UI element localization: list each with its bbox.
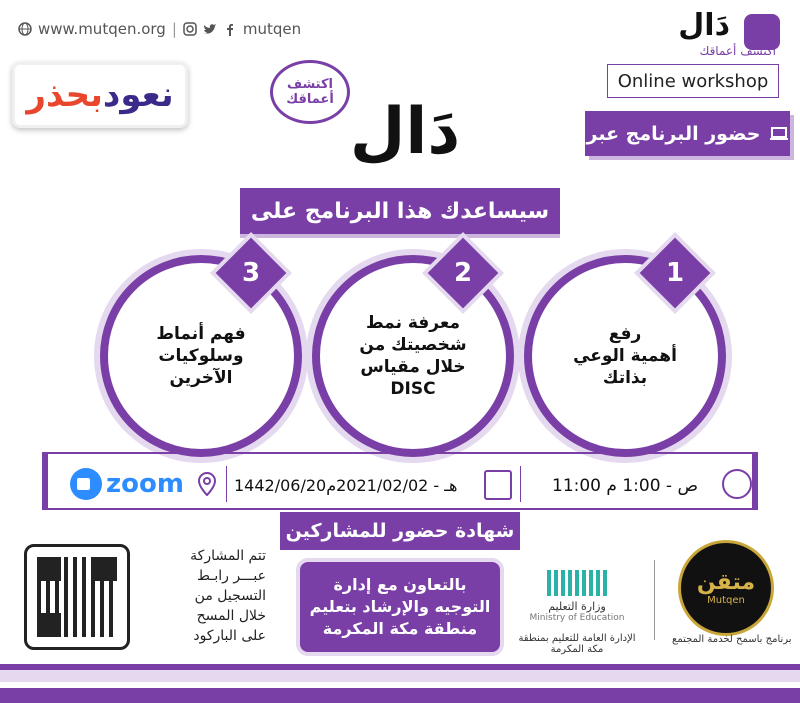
logo-divider: [654, 560, 655, 640]
bubble-line-2: أعماقك: [286, 92, 334, 107]
mutqen-logo: [678, 540, 774, 636]
benefit-number-3: 3: [216, 238, 287, 309]
mutqen-logo-ar: متقن: [696, 570, 756, 595]
clock-icon: [722, 469, 752, 499]
site-row: [18, 20, 301, 38]
twitter-icon[interactable]: [203, 22, 217, 36]
brand-word: دَال: [678, 8, 730, 43]
benefit-text: معرفة نمط شخصيتك من خلال مقياس DISC: [359, 313, 467, 399]
calendar-icon: [484, 470, 512, 500]
ministry-logo: [512, 570, 642, 655]
instagram-icon[interactable]: [183, 22, 197, 36]
footer-band: [0, 658, 800, 703]
brand-logo: [640, 8, 790, 60]
benefit-text: رفع أهمية الوعي بذاتك: [573, 324, 677, 388]
mutqen-logo-en: Mutqen: [707, 595, 745, 606]
globe-icon: [18, 22, 32, 36]
zoom-word: zoom: [106, 469, 184, 499]
laptop-icon: [769, 126, 789, 142]
naud-word-1: نعود: [102, 75, 174, 115]
certificate-banner: شهادة حضور للمشاركين: [280, 512, 520, 550]
event-date: 1442/06/20هـ - 2021/02/02م: [234, 476, 458, 495]
ministry-mark-icon: [547, 570, 607, 596]
zoom-logo: [70, 468, 184, 500]
info-divider: [226, 466, 227, 502]
ministry-name-en: Ministry of Education: [529, 613, 625, 623]
attend-via-banner: [585, 111, 790, 156]
benefit-number-1: 1: [640, 238, 711, 309]
dal-main-logo: دَال: [349, 95, 461, 169]
ministry-dept: الإدارة العامة للتعليم بمنطقة مكة المكرمة: [518, 633, 636, 655]
naud-word-2: بحذر: [26, 75, 103, 115]
social-handle: mutqen: [242, 20, 302, 38]
ministry-name-ar: وزارة التعليم: [548, 600, 606, 613]
online-workshop-label: Online workshop: [607, 64, 779, 98]
website-url[interactable]: www.mutqen.org: [38, 20, 166, 38]
brand-tagline: اكتشف أعماقك: [699, 44, 776, 58]
attend-via-label: حضور البرنامج عبر: [586, 122, 761, 145]
divider: |: [171, 20, 177, 38]
qr-code[interactable]: [24, 544, 130, 650]
benefit-number-2: 2: [428, 238, 499, 309]
helps-title-banner: سيساعدك هذا البرنامج على: [240, 188, 560, 234]
facebook-icon[interactable]: [223, 22, 237, 36]
bubble-line-1: اكتشف: [286, 77, 334, 92]
mutqen-subtitle: برنامج باسمح لخدمة المجتمع: [672, 634, 792, 645]
benefit-text: فهم أنماط وسلوكيات الآخرين: [156, 324, 246, 388]
registration-text: تتم المشاركة عبـــر رابـط التسجيل من خلال المسح على الباركود: [190, 548, 266, 644]
zoom-icon: [70, 468, 102, 500]
cooperation-box: بالتعاون مع إدارة التوجيه والإرشاد بتعليم منطقة مكة المكرمة: [300, 562, 500, 652]
info-divider: [520, 466, 521, 502]
location-pin-icon: [198, 472, 216, 496]
naud-behathar-logo: [12, 62, 188, 128]
event-time: 11:00 ص - 1:00 م: [552, 476, 699, 496]
